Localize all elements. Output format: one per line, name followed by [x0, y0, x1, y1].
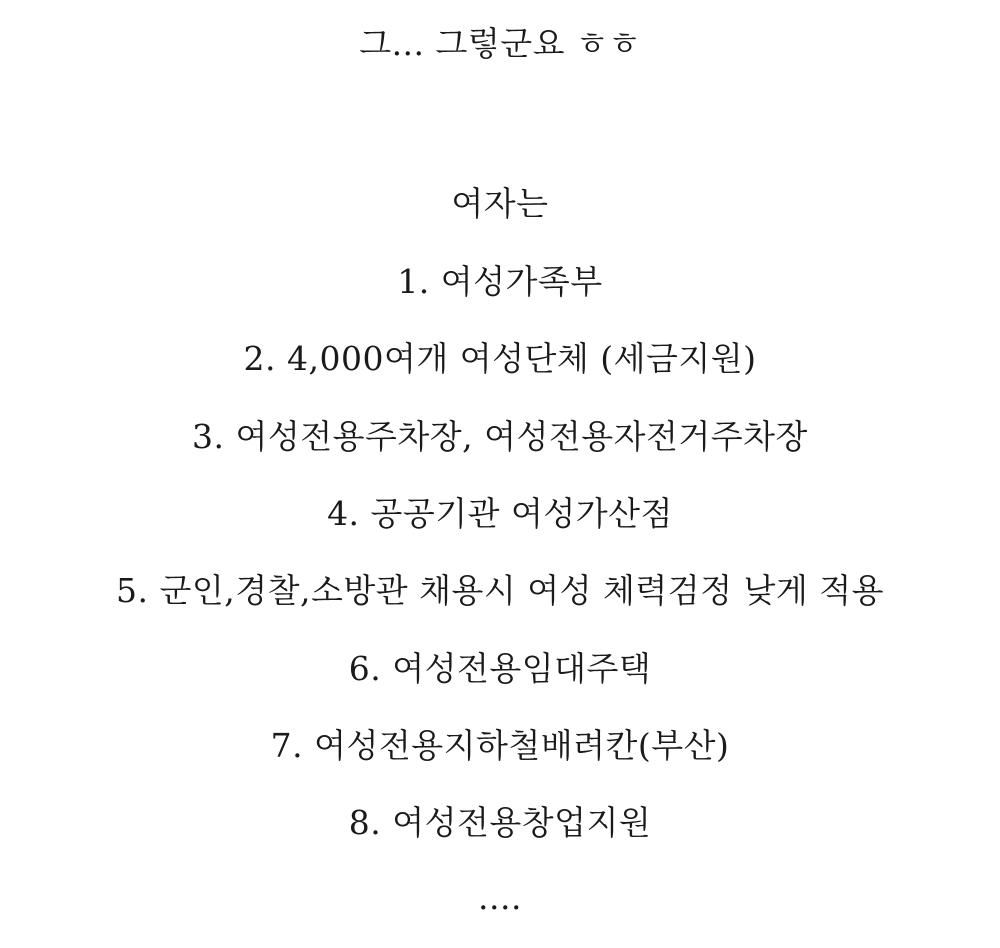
- list-item: 7. 여성전용지하철배려칸(부산): [270, 726, 730, 765]
- list-item: 4. 공공기관 여성가산점: [327, 494, 673, 533]
- ellipsis-line: ....: [478, 878, 522, 917]
- list-item: 5. 군인,경찰,소방관 채용시 여성 체력검정 낮게 적용: [116, 571, 884, 610]
- list-heading: 여자는: [451, 184, 549, 223]
- intro-line: 그... 그렇군요 ㅎㅎ: [359, 24, 641, 63]
- list-item: 6. 여성전용임대주택: [348, 649, 652, 688]
- list-item: 1. 여성가족부: [397, 262, 603, 301]
- list-item: 8. 여성전용창업지원: [348, 803, 652, 842]
- list-item: 2. 4,000여개 여성단체 (세금지원): [243, 339, 757, 378]
- list-item: 3. 여성전용주차장, 여성전용자전거주차장: [192, 417, 808, 456]
